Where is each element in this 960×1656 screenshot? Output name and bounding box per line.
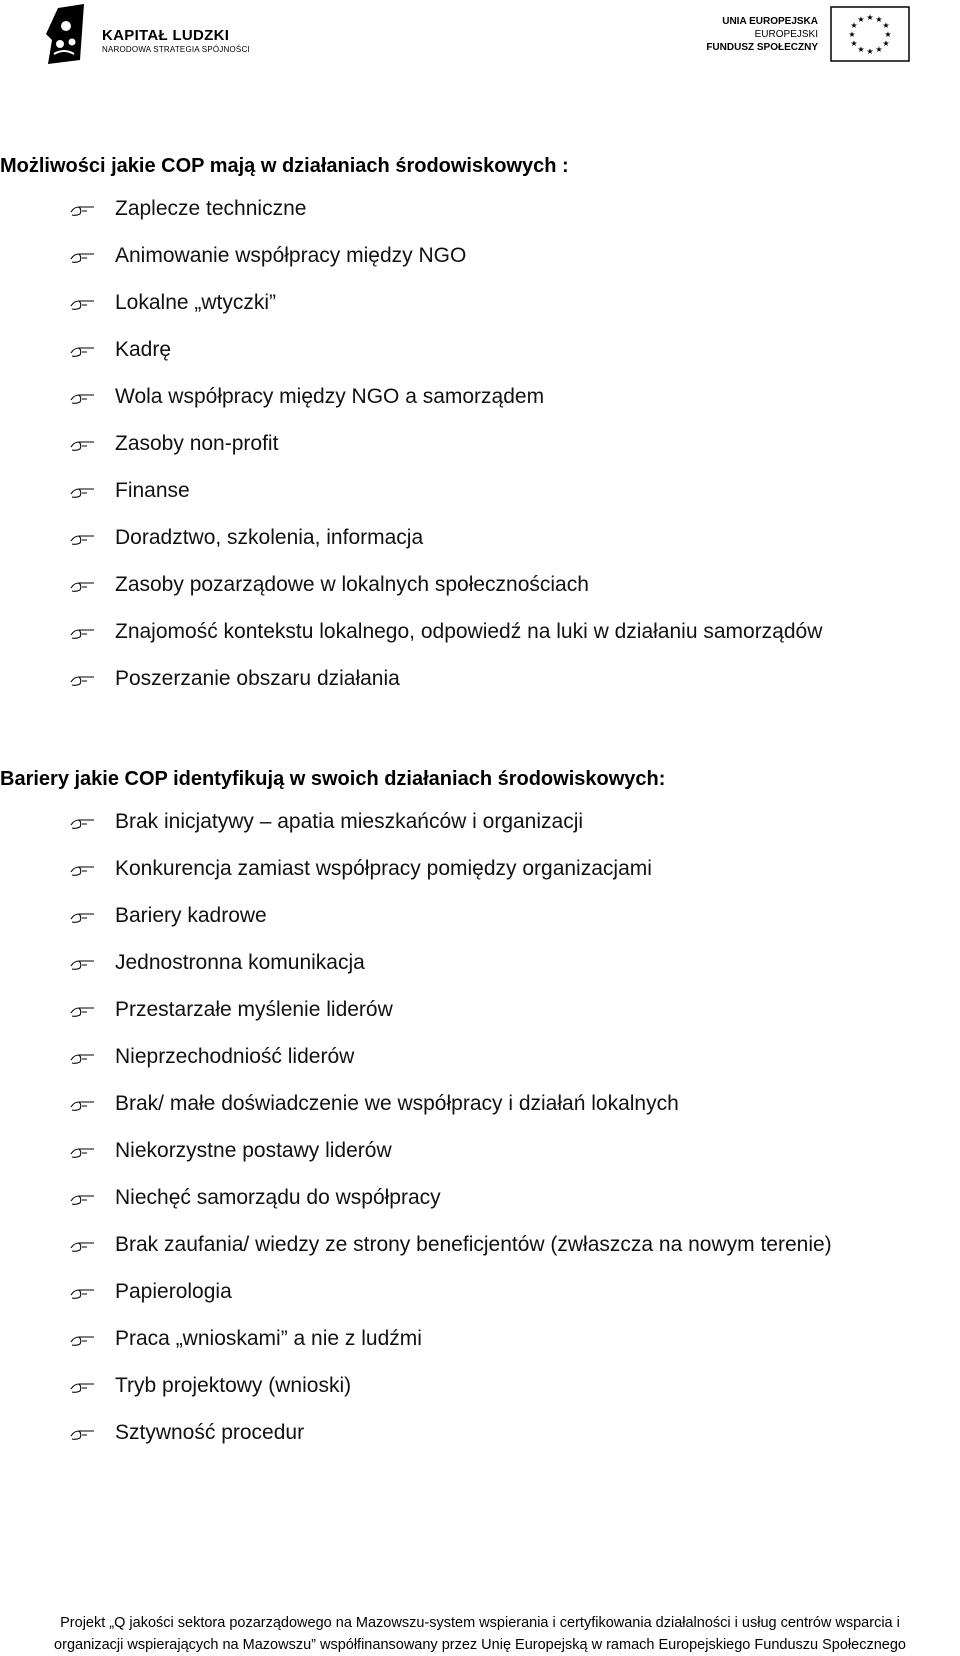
list-item xyxy=(0,804,960,851)
list-item-text: Zaplecze techniczne xyxy=(115,197,307,220)
eu-flag-icon xyxy=(830,6,910,62)
list-item-text: Konkurencja zamiast współpracy pomiędzy organizacjami xyxy=(115,857,652,880)
list-item xyxy=(0,945,960,992)
list-item-text: Papierologia xyxy=(115,1280,232,1303)
list-item xyxy=(0,520,960,567)
list-item xyxy=(0,1415,960,1462)
pointing-hand-icon xyxy=(70,579,96,593)
list-item xyxy=(0,379,960,426)
pointing-hand-icon xyxy=(70,1427,96,1441)
svg-text:★: ★ xyxy=(850,39,858,48)
pointing-hand-icon xyxy=(70,863,96,877)
list-item-text: Zasoby non-profit xyxy=(115,432,279,455)
list-item-text: Animowanie współpracy między NGO xyxy=(115,244,467,267)
svg-text:★: ★ xyxy=(857,45,865,54)
pointing-hand-icon xyxy=(70,910,96,924)
list-item xyxy=(0,898,960,945)
list-item xyxy=(0,851,960,898)
pointing-hand-icon xyxy=(70,391,96,405)
list-item-text: Doradztwo, szkolenia, informacja xyxy=(115,526,424,549)
svg-text:★: ★ xyxy=(884,30,892,39)
list-item xyxy=(0,332,960,379)
list-item xyxy=(0,1368,960,1415)
section-2-title: Bariery jakie COP identyfikują w swoich działaniach środowiskowych: xyxy=(0,768,666,790)
pointing-hand-icon xyxy=(70,1051,96,1065)
svg-text:★: ★ xyxy=(882,39,890,48)
kapital-ludzki-emblem-icon xyxy=(44,4,90,64)
pointing-hand-icon xyxy=(70,673,96,687)
svg-text:★: ★ xyxy=(866,13,874,22)
list-item-text: Wola współpracy między NGO a samorządem xyxy=(115,385,545,408)
pointing-hand-icon xyxy=(70,1145,96,1159)
pointing-hand-icon xyxy=(70,532,96,546)
list-item-text: Praca „wnioskami” a nie z ludźmi xyxy=(115,1327,422,1350)
list-item xyxy=(0,285,960,332)
eu-logo-line1: UNIA EUROPEJSKA xyxy=(722,16,818,27)
section-1-list xyxy=(0,191,960,708)
list-item xyxy=(0,992,960,1039)
pointing-hand-icon xyxy=(70,816,96,830)
list-item xyxy=(0,426,960,473)
list-item-text: Tryb projektowy (wnioski) xyxy=(115,1374,352,1397)
kapital-ludzki-logo xyxy=(44,4,250,64)
list-item-text: Brak/ małe doświadczenie we współpracy i działań lokalnych xyxy=(115,1092,679,1115)
list-item-text: Zasoby pozarządowe w lokalnych społecznościach xyxy=(115,573,589,596)
list-item xyxy=(0,1274,960,1321)
pointing-hand-icon xyxy=(70,250,96,264)
pointing-hand-icon xyxy=(70,1239,96,1253)
list-item xyxy=(0,1227,960,1274)
kapital-ludzki-name: KAPITAŁ LUDZKI xyxy=(102,27,230,44)
eu-logo-line2: EUROPEJSKI xyxy=(754,29,818,40)
list-item-text: Sztywność procedur xyxy=(115,1421,305,1444)
svg-text:★: ★ xyxy=(882,21,890,30)
list-item xyxy=(0,661,960,708)
pointing-hand-icon xyxy=(70,1098,96,1112)
list-item-text: Poszerzanie obszaru działania xyxy=(115,667,400,690)
list-item-text: Finanse xyxy=(115,479,190,502)
list-item xyxy=(0,1086,960,1133)
list-item xyxy=(0,1321,960,1368)
list-item-text: Bariery kadrowe xyxy=(115,904,267,927)
page-footer xyxy=(0,1612,960,1656)
pointing-hand-icon xyxy=(70,485,96,499)
list-item xyxy=(0,238,960,285)
svg-text:★: ★ xyxy=(848,30,856,39)
pointing-hand-icon xyxy=(70,344,96,358)
list-item xyxy=(0,1180,960,1227)
pointing-hand-icon xyxy=(70,1380,96,1394)
list-item xyxy=(0,614,960,661)
pointing-hand-icon xyxy=(70,203,96,217)
pointing-hand-icon xyxy=(70,1004,96,1018)
pointing-hand-icon xyxy=(70,1333,96,1347)
eu-logo-text xyxy=(706,15,818,54)
footer-line-2: organizacji wspierających na Mazowszu” współfinansowany przez Unię Europejską w ramach Europejskiego Funduszu Społecznego xyxy=(54,1637,906,1653)
list-item-text: Kadrę xyxy=(115,338,172,361)
pointing-hand-icon xyxy=(70,297,96,311)
pointing-hand-icon xyxy=(70,957,96,971)
list-item xyxy=(0,473,960,520)
list-item-text: Znajomość kontekstu lokalnego, odpowiedź na luki w działaniu samorządów xyxy=(115,620,823,643)
svg-text:★: ★ xyxy=(857,15,865,24)
pointing-hand-icon xyxy=(70,438,96,452)
pointing-hand-icon xyxy=(70,626,96,640)
section-1-title: Możliwości jakie COP mają w działaniach środowiskowych : xyxy=(0,155,569,177)
list-item-text: Jednostronna komunikacja xyxy=(115,951,365,974)
eu-logo xyxy=(680,6,910,62)
list-item xyxy=(0,567,960,614)
list-item xyxy=(0,1133,960,1180)
list-item-text: Brak inicjatywy – apatia mieszkańców i organizacji xyxy=(115,810,584,833)
eu-logo-line3: FUNDUSZ SPOŁECZNY xyxy=(706,42,818,53)
pointing-hand-icon xyxy=(70,1192,96,1206)
section-2-list xyxy=(0,804,960,1462)
list-item-text: Nieprzechodniość liderów xyxy=(115,1045,355,1068)
list-item-text: Lokalne „wtyczki” xyxy=(115,291,277,314)
list-item xyxy=(0,1039,960,1086)
list-item-text: Niechęć samorządu do współpracy xyxy=(115,1186,441,1209)
svg-text:★: ★ xyxy=(850,21,858,30)
svg-text:★: ★ xyxy=(875,45,883,54)
list-item-text: Niekorzystne postawy liderów xyxy=(115,1139,392,1162)
list-item-text: Przestarzałe myślenie liderów xyxy=(115,998,393,1021)
footer-line-1: Projekt „Q jakości sektora pozarządowego na Mazowszu-system wspierania i certyfikowania działalności i usług centrów wsparcia i xyxy=(60,1615,900,1631)
list-item xyxy=(0,191,960,238)
svg-text:★: ★ xyxy=(866,47,874,56)
svg-text:★: ★ xyxy=(875,15,883,24)
list-item-text: Brak zaufania/ wiedzy ze strony beneficjentów (zwłaszcza na nowym terenie) xyxy=(115,1233,832,1256)
kapital-ludzki-subtitle: NARODOWA STRATEGIA SPÓJNOŚCI xyxy=(102,45,250,54)
pointing-hand-icon xyxy=(70,1286,96,1300)
